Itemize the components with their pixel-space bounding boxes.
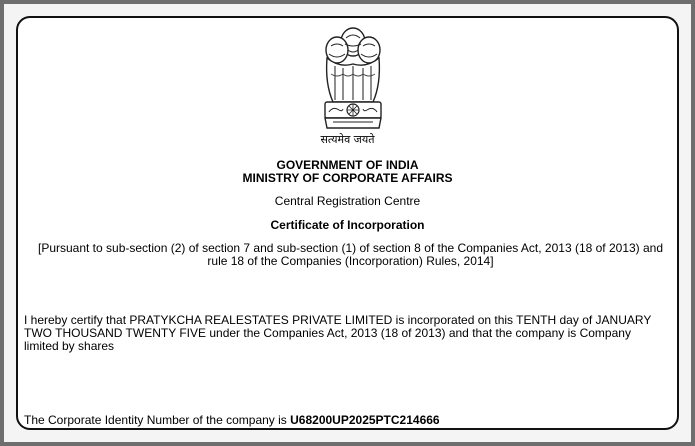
certificate-title: Certificate of Incorporation [270,218,425,232]
certificate-outer-frame [4,4,691,442]
emblem-motto: सत्यमेव जयते [320,133,375,146]
cin-value: U68200UP2025PTC214666 [290,413,440,427]
national-emblem-icon [315,24,391,134]
government-heading [18,159,677,185]
cin-label: The Corporate Identity Number of the company is [24,413,291,427]
certification-statement: I hereby certify that PRATYKCHA REALESTATES PRIVATE LIMITED is incorporated on this TENTH day of JANUARY TWO THOUSAND TWENTY FIVE under the Companies Act, 2013 (18 of 2013) and that the company is Company limited by shares [24,313,652,353]
certificate-border [16,16,679,430]
ministry-name: MINISTRY OF CORPORATE AFFAIRS [242,171,453,185]
cin-line [24,413,440,427]
registration-centre: Central Registration Centre [274,194,421,208]
government-of-india: GOVERNMENT OF INDIA [276,158,419,172]
pursuant-clause: [Pursuant to sub-section (2) of section 7 and sub-section (1) of section 8 of the Companies Act, 2013 (18 of 2013) and rule 18 of the Companies (Incorporation) Rules, 2014] [37,241,664,268]
